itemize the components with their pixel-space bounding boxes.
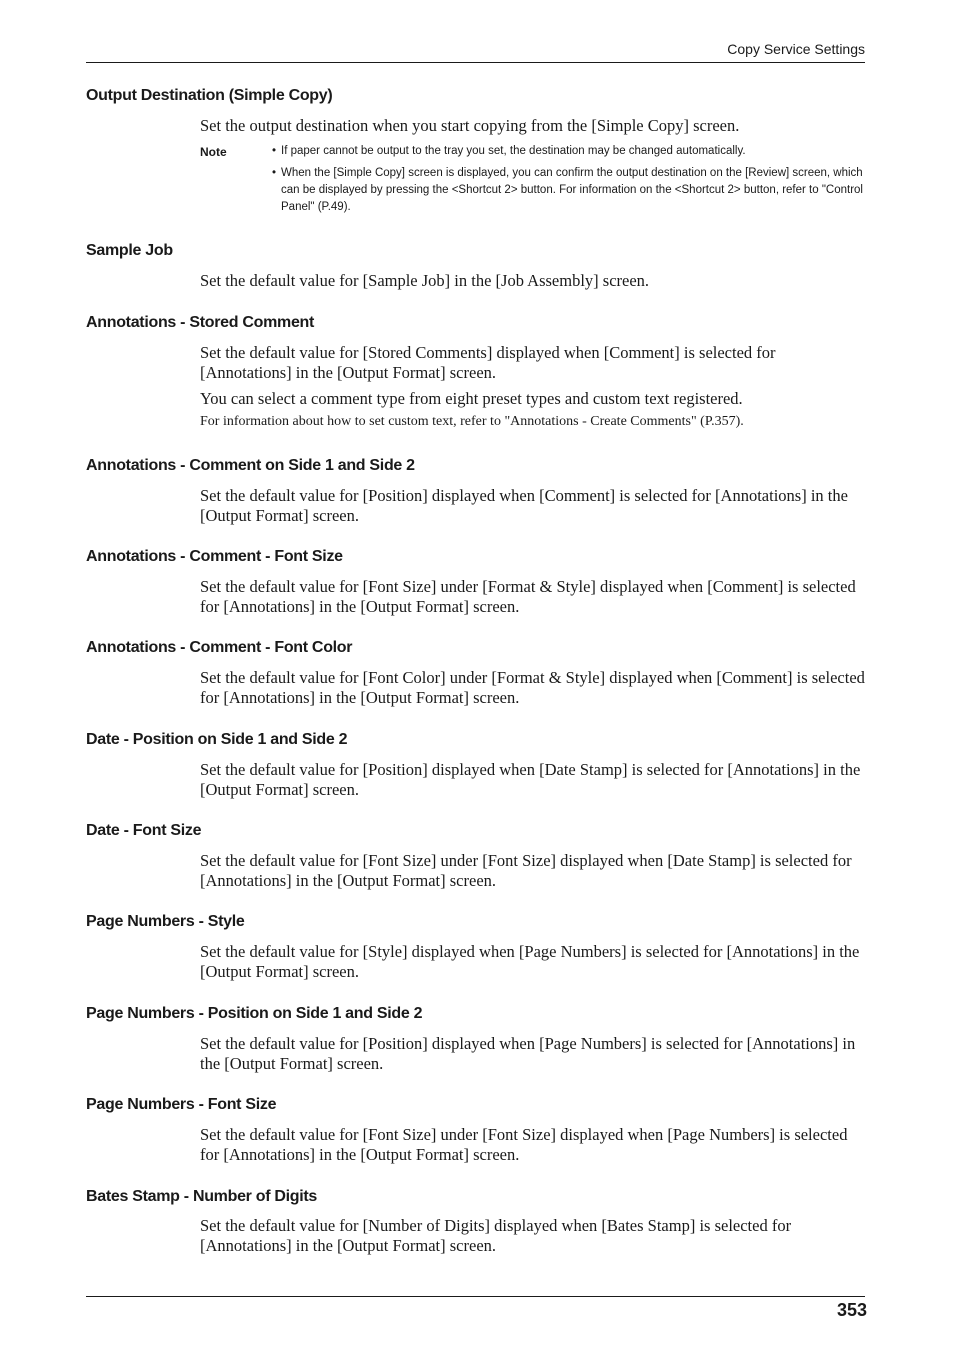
section-heading: Annotations - Comment - Font Color	[86, 639, 353, 656]
section-heading: Date - Position on Side 1 and Side 2	[86, 731, 348, 748]
note-item-text: When the [Simple Copy] screen is displayed, you can confirm the output destination on the [Review] screen, which can be displayed by pressing the <Shortcut 2> button. For information on the <Shortcut 2> button, refer to "Control Panel" (P.49).	[281, 167, 863, 213]
section-reference: For information about how to set custom text, refer to "Annotations - Create Comments" (P.357).	[200, 414, 744, 429]
footer-rule	[86, 1296, 865, 1297]
note-label: Note	[200, 145, 227, 159]
bullet-icon: •	[272, 167, 277, 179]
section-heading: Annotations - Stored Comment	[86, 314, 315, 331]
section-body: Set the default value for [Font Size] under [Font Size] displayed when [Page Numbers] is selected for [Annotations] in the [Output Format] screen.	[200, 1125, 848, 1164]
section-body: Set the default value for [Position] displayed when [Page Numbers] is selected for [Annotations] in the [Output Format] screen.	[200, 1034, 856, 1073]
header-rule	[86, 62, 865, 63]
running-header: Copy Service Settings	[727, 41, 865, 57]
section-body: Set the default value for [Position] displayed when [Comment] is selected for [Annotations] in the [Output Format] screen.	[200, 486, 848, 525]
section-heading: Annotations - Comment - Font Size	[86, 548, 343, 565]
section-body: Set the default value for [Stored Comments] displayed when [Comment] is selected for [Annotations] in the [Output Format] screen.	[200, 343, 776, 382]
section-body: Set the default value for [Font Size] under [Format & Style] displayed when [Comment] is selected for [Annotations] in the [Output Format] screen.	[200, 577, 856, 616]
section-body: Set the output destination when you start copying from the [Simple Copy] screen.	[200, 116, 740, 135]
section-heading: Page Numbers - Position on Side 1 and Side 2	[86, 1005, 423, 1022]
section-heading: Page Numbers - Style	[86, 913, 245, 930]
section-body: Set the default value for [Position] displayed when [Date Stamp] is selected for [Annotations] in the [Output Format] screen.	[200, 760, 861, 799]
page-number: 353	[836, 1300, 867, 1320]
note-item	[272, 143, 874, 160]
section-heading: Output Destination (Simple Copy)	[86, 87, 333, 104]
note-item-text: If paper cannot be output to the tray you set, the destination may be changed automatically.	[281, 145, 746, 157]
section-heading: Annotations - Comment on Side 1 and Side 2	[86, 457, 415, 474]
section-heading: Sample Job	[86, 242, 173, 259]
section-body: Set the default value for [Number of Digits] displayed when [Bates Stamp] is selected for [Annotations] in the [Output Format] screen.	[200, 1216, 792, 1255]
section-heading: Bates Stamp - Number of Digits	[86, 1188, 318, 1205]
section-body: Set the default value for [Style] displayed when [Page Numbers] is selected for [Annotations] in the [Output Format] screen.	[200, 942, 860, 981]
section-heading: Date - Font Size	[86, 822, 202, 839]
bullet-icon: •	[272, 145, 277, 157]
note-item	[272, 165, 874, 216]
section-heading: Page Numbers - Font Size	[86, 1096, 277, 1113]
section-body: Set the default value for [Font Color] under [Format & Style] displayed when [Comment] is selected for [Annotations] in the [Output Format] screen.	[200, 668, 865, 707]
section-body: Set the default value for [Sample Job] in the [Job Assembly] screen.	[200, 271, 650, 290]
section-body: Set the default value for [Font Size] under [Font Size] displayed when [Date Stamp] is selected for [Annotations] in the [Output Format] screen.	[200, 851, 852, 890]
section-body: You can select a comment type from eight preset types and custom text registered.	[200, 389, 743, 408]
